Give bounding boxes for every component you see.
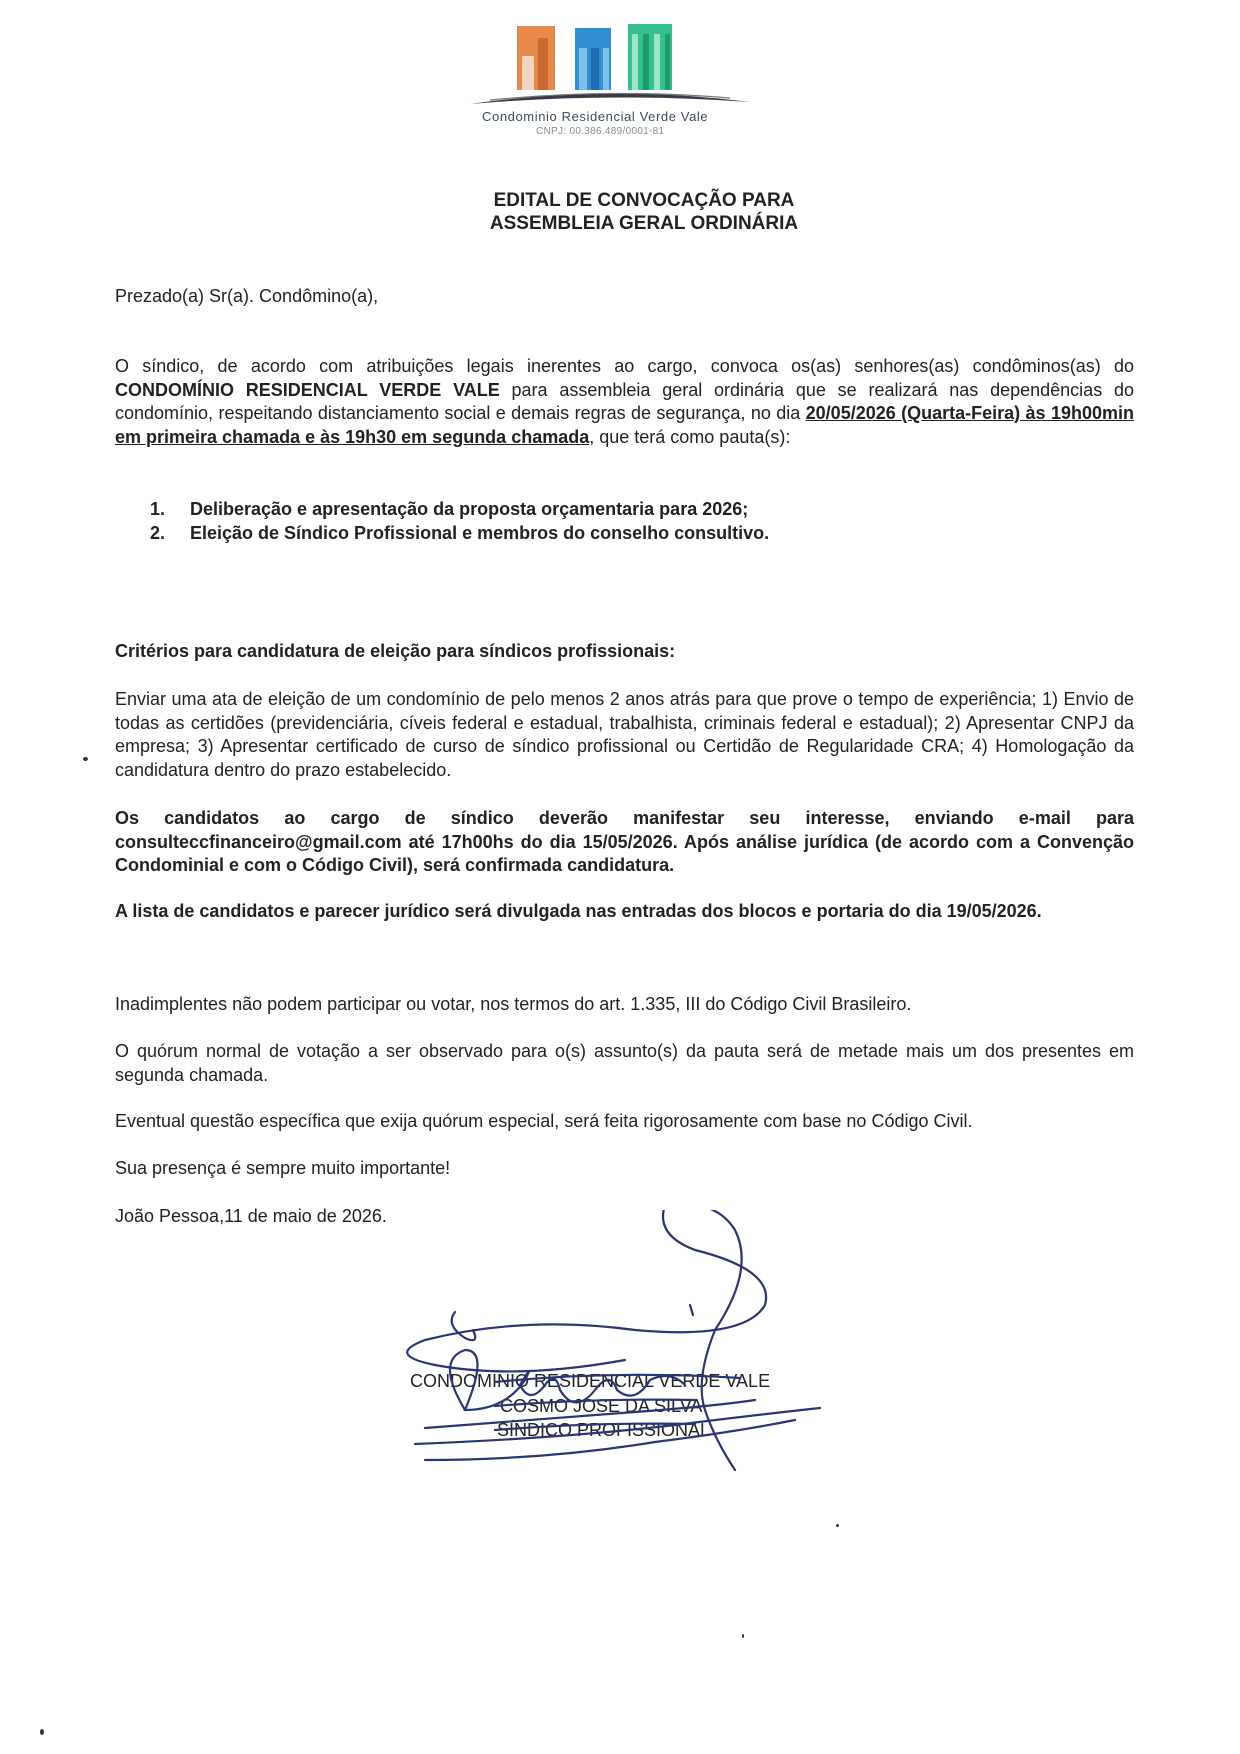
intro-text-a: O síndico, de acordo com atribuições legais inerentes ao cargo, convoca os(as) senhores(as) condôminos(as) do (115, 356, 1134, 376)
meeting-date: 20/05/2026 (Quarta-Feira) às 19h00min em primeira chamada e às 19h30 em segunda chamada (115, 403, 1134, 447)
signature-role: SÍNDICO PROFISSIONAL (497, 1420, 711, 1440)
scan-mark (742, 1634, 744, 1638)
signature-name: COSMO JOSE DA SILVA (500, 1396, 703, 1416)
org-name: Condominio Residencial Verde Vale (482, 109, 709, 124)
condo-name: CONDOMÍNIO RESIDENCIAL VERDE VALE (115, 379, 500, 400)
criteria-body: Enviar uma ata de eleição de um condomínio de pelo menos 2 anos atrás para que prove o tempo de experiência; 1) Envio de todas as certidões (previdenciária, cíveis federal e estadual, trabalhista, criminais federal e estadual); 2) Apresentar CNPJ da empresa; 3) Apresentar certificado de curso de síndico profissional ou Certidão de Regularidade CRA; 4) Homologação da candidatura dentro do prazo estabelecido. (115, 689, 1134, 780)
signature-org: CONDOMINIO RESIDENCIAL VERDE VALE (410, 1371, 771, 1391)
document-title-line1: EDITAL DE CONVOCAÇÃO PARA (493, 190, 795, 211)
defaulters-note: Inadimplentes não podem participar ou votar, nos termos do art. 1.335, III do Código Civil Brasileiro. (115, 994, 912, 1014)
intro-text-b: para assembleia geral ordinária que se realizará nas dependências do condomínio, respeitando distanciamento social e demais regras de segurança, no dia (115, 379, 1135, 423)
intro-text-c: , que terá como pauta(s): (589, 426, 791, 447)
agenda-list (150, 498, 1150, 545)
presence-note: Sua presença é sempre muito importante! (115, 1158, 451, 1178)
agenda-item: 2. Eleição de Síndico Profissional e membros do conselho consultivo. (150, 522, 770, 543)
place-date: João Pessoa,11 de maio de 2026. (115, 1206, 387, 1226)
agenda-item: 1. Deliberação e apresentação da proposta orçamentaria para 2026; (150, 499, 749, 519)
greeting: Prezado(a) Sr(a). Condômino(a), (115, 286, 379, 306)
special-quorum-note: Eventual questão específica que exija quórum especial, será feita rigorosamente com base no Código Civil. (115, 1111, 973, 1131)
candidates-paragraph: Os candidatos ao cargo de síndico deverão manifestar seu interesse, enviando e-mail para consulteccfinanceiro@gmail.com até 17h00hs do dia 15/05/2026. Após análise jurídica (de acordo com a Convenção Condominial e com o Código Civil), será confirmada candidatura. (115, 808, 1134, 875)
condo-logo (460, 18, 780, 138)
quorum-note: O quórum normal de votação a ser observado para o(s) assunto(s) da pauta será de metade mais um dos presentes em segunda chamada. (115, 1041, 1134, 1085)
intro-paragraph (115, 355, 1134, 449)
org-cnpj: CNPJ: 00.386.489/0001-81 (536, 126, 665, 137)
document-title-line2: ASSEMBLEIA GERAL ORDINÁRIA (489, 213, 799, 234)
criteria-heading: Critérios para candidatura de eleição para síndicos profissionais: (115, 641, 676, 661)
building-logo-icon (460, 18, 780, 113)
list-notice: A lista de candidatos e parecer jurídico será divulgada nas entradas dos blocos e portaria do dia 19/05/2026. (115, 901, 1042, 921)
scan-mark (83, 757, 88, 761)
handwritten-signature (395, 1210, 865, 1510)
scan-mark (40, 1729, 44, 1735)
scan-mark (836, 1524, 839, 1527)
